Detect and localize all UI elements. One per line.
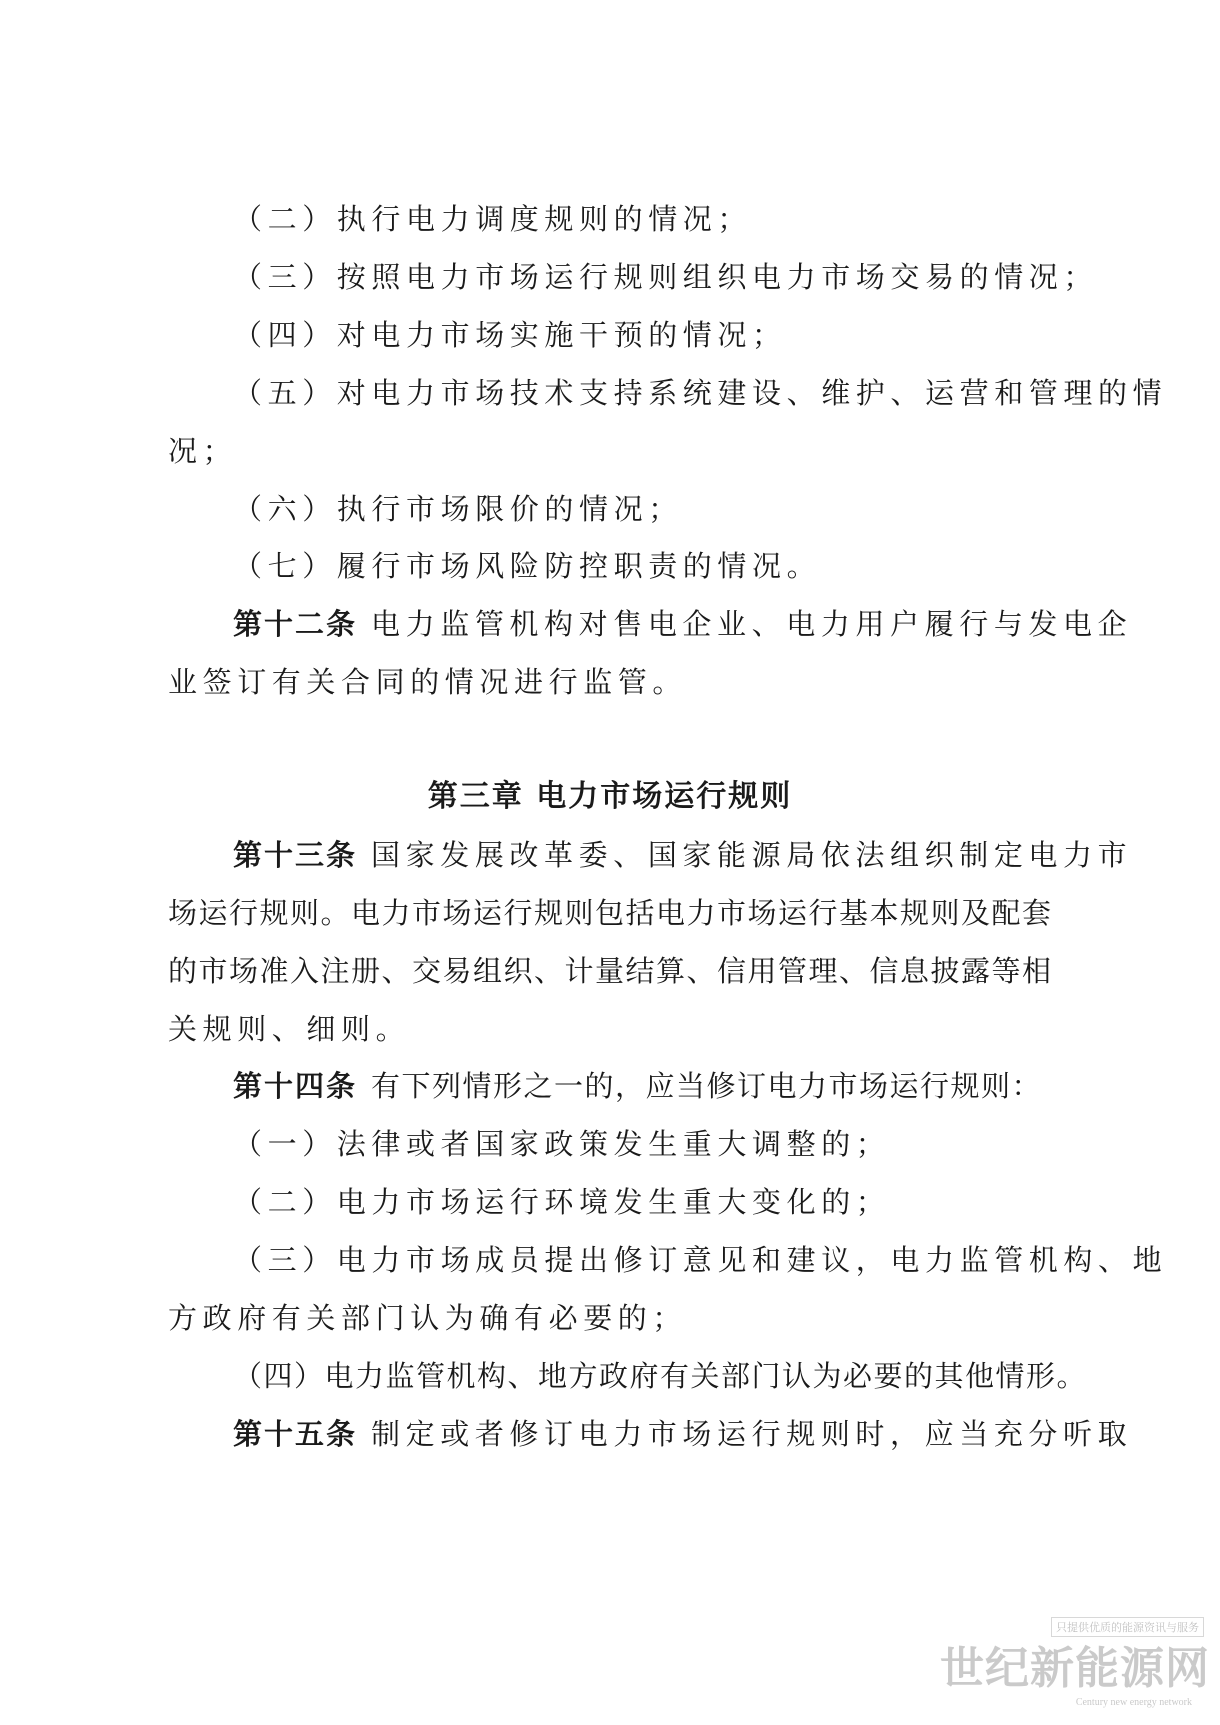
article-14-item-2: （二）电力市场运行环境发生重大变化的；	[233, 1185, 891, 1219]
paragraph-item-5: （五）对电力市场技术支持系统建设、维护、运营和管理的情	[233, 376, 1168, 410]
article-13-continued-1: 场运行规则。电力市场运行规则包括电力市场运行基本规则及配套	[168, 896, 1053, 930]
watermark-brand: 世纪新能源网	[940, 1643, 1210, 1694]
watermark-english: Century new energy network	[1075, 1697, 1192, 1708]
paragraph-item-6: （六）执行市场限价的情况；	[233, 492, 683, 526]
paragraph-item-4: （四）对电力市场实施干预的情况；	[233, 318, 787, 352]
article-13-continued-3: 关规则、细则。	[168, 1012, 411, 1046]
paragraph-item-5-continued: 况；	[168, 434, 238, 468]
article-12-continued: 业签订有关合同的情况进行监管。	[168, 665, 688, 699]
article-15	[233, 1414, 1133, 1454]
article-13-text: 国家发展改革委、国家能源局依法组织制定电力市	[371, 838, 1133, 872]
article-14-item-1: （一）法律或者国家政策发生重大调整的；	[233, 1127, 891, 1161]
article-14-item-3: （三）电力市场成员提出修订意见和建议，电力监管机构、地	[233, 1243, 1168, 1277]
paragraph-item-2: （二）执行电力调度规则的情况；	[233, 202, 753, 236]
article-14-label: 第十四条	[233, 1069, 358, 1103]
article-15-text: 制定或者修订电力市场运行规则时，应当充分听取	[371, 1417, 1133, 1451]
article-14	[233, 1066, 1058, 1106]
article-13-label: 第十三条	[233, 838, 358, 872]
watermark-slogan: 只提供优质的能源资讯与服务	[1051, 1617, 1204, 1637]
article-12	[233, 604, 1133, 644]
article-14-item-4: （四）电力监管机构、地方政府有关部门认为必要的其他情形。	[233, 1359, 1088, 1393]
chapter-heading: 第三章 电力市场运行规则	[427, 779, 793, 814]
article-14-text: 有下列情形之一的，应当修订电力市场运行规则：	[371, 1069, 1043, 1103]
paragraph-item-3: （三）按照电力市场运行规则组织电力市场交易的情况；	[233, 260, 1099, 294]
site-watermark	[940, 1617, 1210, 1717]
article-12-text: 电力监管机构对售电企业、电力用户履行与发电企	[371, 607, 1133, 641]
article-13-continued-2: 的市场准入注册、交易组织、计量结算、信用管理、信息披露等相	[168, 954, 1053, 988]
article-12-label: 第十二条	[233, 607, 358, 641]
paragraph-item-7: （七）履行市场风险防控职责的情况。	[233, 549, 822, 583]
article-13	[233, 835, 1133, 875]
article-14-item-3-continued: 方政府有关部门认为确有必要的；	[168, 1301, 688, 1335]
article-15-label: 第十五条	[233, 1417, 358, 1451]
